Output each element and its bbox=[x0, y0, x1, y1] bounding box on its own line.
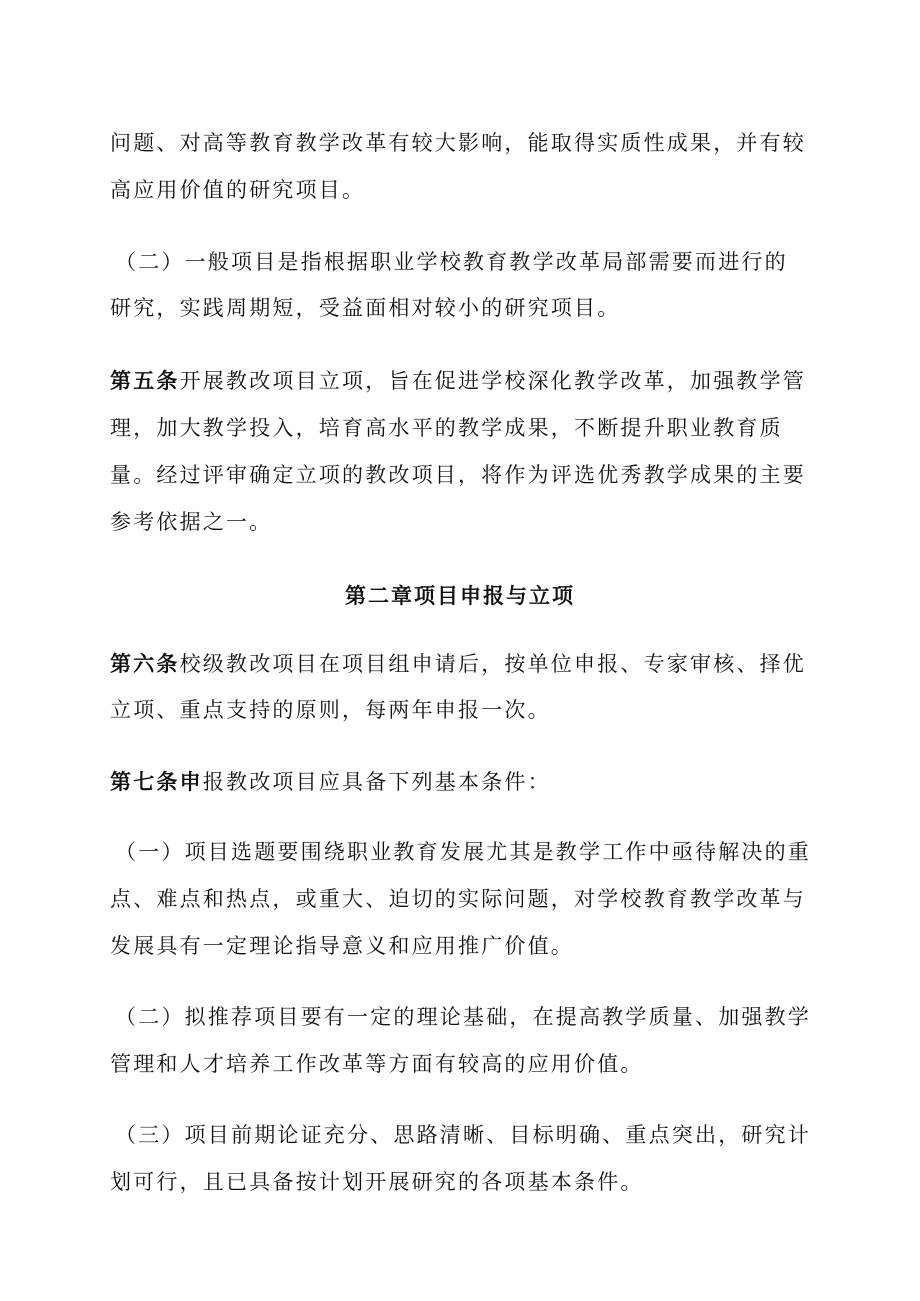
article-5-line: 第五条开展教改项目立项，旨在促进学校深化教学改革，加强教学管 bbox=[110, 368, 807, 393]
paragraph-line: 问题、对高等教育教学改革有较大影响，能取得实质性成果，并有较 bbox=[110, 131, 806, 155]
article-6-line: 第六条校级教改项目在项目组申请后，按单位申报、专家审核、择优 bbox=[110, 651, 807, 676]
paragraph-line: 划可行，且已具备按计划开展研究的各项基本条件。 bbox=[110, 1170, 644, 1194]
article-7-line: 第七条申报教改项目应具备下列基本条件： bbox=[110, 769, 551, 794]
article-label: 第六条 bbox=[110, 651, 180, 676]
chapter-heading: 第二章项目申报与立项 bbox=[345, 583, 575, 608]
paragraph-line: （二）一般项目是指根据职业学校教育教学改革局部需要而进行的 bbox=[115, 250, 788, 274]
article-label: 第七条申 bbox=[110, 769, 203, 794]
paragraph-line: （三）项目前期论证充分、思路清晰、目标明确、重点突出，研究计 bbox=[115, 1123, 811, 1147]
paragraph-line: 量。经过评审确定立项的教改项目，将作为评选优秀教学成果的主要 bbox=[110, 463, 806, 487]
paragraph-line: （一）项目选题要围绕职业教育发展尤其是教学工作中亟待解决的重 bbox=[115, 840, 811, 864]
paragraph-line: 管理和人才培养工作改革等方面有较高的应用价值。 bbox=[110, 1052, 644, 1076]
paragraph-line: 研究，实践周期短，受益面相对较小的研究项目。 bbox=[110, 296, 621, 320]
paragraph-line: 高应用价值的研究项目。 bbox=[110, 178, 366, 202]
article-label: 第五条 bbox=[110, 368, 180, 393]
paragraph-line: （二）拟推荐项目要有一定的理论基础，在提高教学质量、加强教学 bbox=[115, 1005, 811, 1029]
paragraph-line: 参考依据之一。 bbox=[110, 510, 273, 534]
paragraph-line: 点、难点和热点，或重大、迫切的实际问题，对学校教育教学改革与 bbox=[110, 887, 806, 911]
paragraph-line: 理，加大教学投入，培育高水平的教学成果，不断提升职业教育质 bbox=[110, 416, 783, 440]
paragraph-line: 立项、重点支持的原则，每两年申报一次。 bbox=[110, 698, 551, 722]
paragraph-line: 发展具有一定理论指导意义和应用推广价值。 bbox=[110, 934, 574, 958]
